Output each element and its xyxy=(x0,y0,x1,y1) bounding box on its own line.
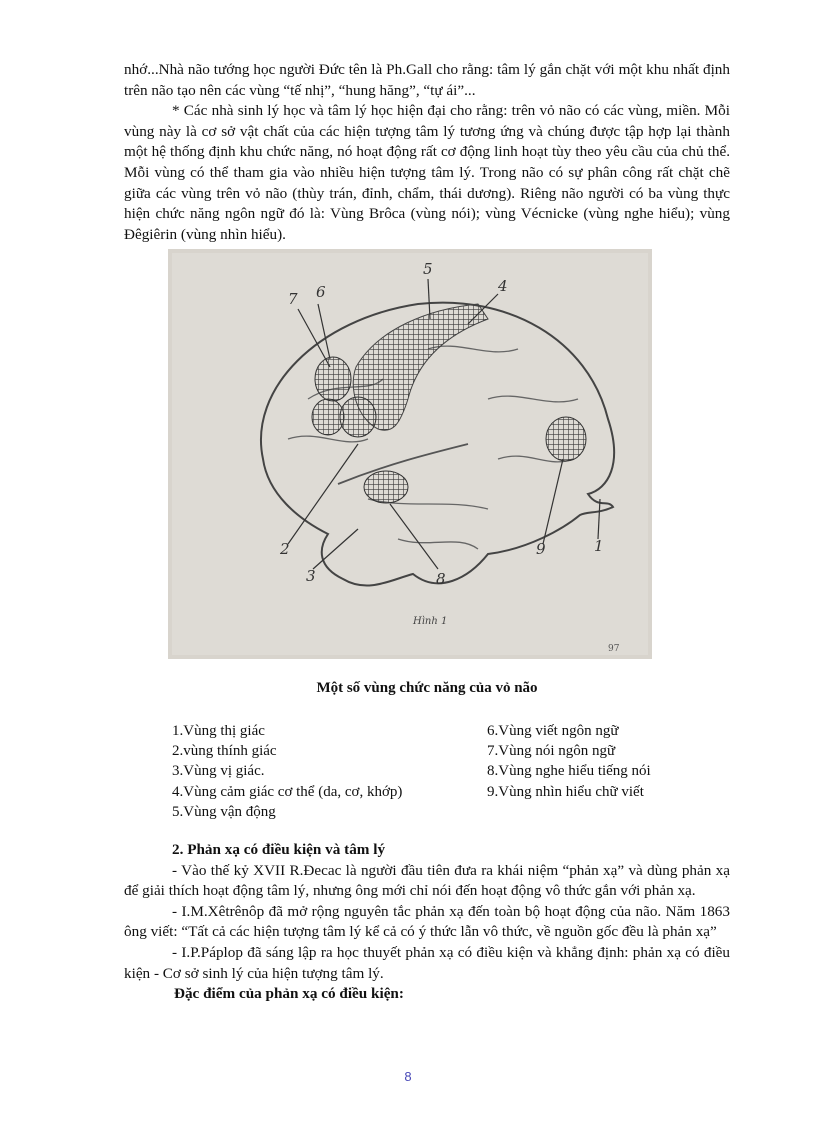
label-8: 8 xyxy=(436,570,446,588)
legend-item: 2.vùng thính giác xyxy=(172,743,277,760)
legend-item: 4.Vùng cảm giác cơ thể (da, cơ, khớp) xyxy=(172,783,403,800)
legend-item: 9.Vùng nhìn hiểu chữ viết xyxy=(487,783,644,800)
label-7: 7 xyxy=(288,290,298,308)
region-8 xyxy=(364,471,408,503)
intro-text xyxy=(124,60,730,245)
label-2: 2 xyxy=(280,540,290,558)
legend-item: 8.Vùng nghe hiểu tiếng nói xyxy=(487,763,651,780)
paragraph: - Vào thế kỷ XVII R.Đecac là người đầu tiên đưa ra khái niệm “phản xạ” và dùng phản xạ để giải thích hoạt động tâm lý, nhưng ông mới chỉ nói đến hoạt động vô thức gắn với phản xạ. xyxy=(124,861,730,900)
section-subheading: Đặc điểm của phản xạ có điều kiện: xyxy=(174,985,404,1003)
section-reflex xyxy=(124,840,730,1005)
legend-item: 1.Vùng thị giác xyxy=(172,723,265,739)
paragraph: - I.P.Páplop đã sáng lập ra học thuyết phản xạ có điều kiện và khẳng định: phản xạ có điều kiện - Cơ sở sinh lý của hiện tượng tâm lý. xyxy=(124,943,730,982)
label-4: 4 xyxy=(498,277,508,295)
label-1: 1 xyxy=(594,537,604,555)
legend-right xyxy=(487,721,707,802)
legend-item: 7.Vùng nói ngôn ngữ xyxy=(487,743,616,760)
paragraph: * Các nhà sinh lý học và tâm lý học hiện đại cho rằng: trên vỏ não có các vùng, miền. Mỗi vùng này là cơ sở vật chất của các hiện tượng tâm lý tương ứng và chúng được tập hợp lại thành một hệ thống định khu chức năng, nó hoạt động rất cơ động linh hoạt tùy theo yêu cầu của chủ thể. Mỗi vùng có thể tham gia vào nhiều hiện tượng tâm lý. Trong não có sự phân công rất chặt chẽ giữa các vùng trên vỏ não (thùy trán, đỉnh, chẩm, thái dương). Riêng não người có ba vùng thực hiện chức năng ngôn ngữ đó là: Vùng Brôca (vùng nói); vùng Vécnicke (vùng nghe hiểu); vùng Đêgiêrin (vùng nhìn hiểu). xyxy=(124,102,730,243)
legend-item: 6.Vùng viết ngôn ngữ xyxy=(487,723,619,739)
region-4 xyxy=(340,397,376,437)
label-5: 5 xyxy=(423,260,433,278)
brain-diagram xyxy=(168,249,652,659)
region-9 xyxy=(546,417,586,461)
region-6 xyxy=(315,357,351,401)
label-6: 6 xyxy=(316,283,326,301)
region-7 xyxy=(312,399,344,435)
brain-figure xyxy=(168,249,652,659)
legend-item: 5.Vùng vận động xyxy=(172,803,276,820)
paragraph: nhớ...Nhà não tướng học người Đức tên là Ph.Gall cho rằng: tâm lý gắn chặt với một khu nhất định trên não tạo nên các vùng “tế nhị”, “hung hăng”, “tự ái”... xyxy=(124,61,730,99)
paragraph: - I.M.Xêtrênôp đã mở rộng nguyên tắc phản xạ đến toàn bộ hoạt động của não. Năm 1863 ông viết: “Tất cả các hiện tượng tâm lý kể cả có ý thức lẫn vô thức, về nguồn gốc đều là phản xạ” xyxy=(124,902,730,941)
legend-item: 3.Vùng vị giác. xyxy=(172,763,265,780)
figure-caption: Một số vùng chức năng của vỏ não xyxy=(316,680,538,696)
figure-corner-mark: 97 xyxy=(608,644,620,654)
figure-inner-caption: Hình 1 xyxy=(413,616,448,627)
label-3: 3 xyxy=(306,567,316,585)
page-number: 8 xyxy=(404,1069,412,1084)
legend-left xyxy=(172,721,472,822)
section-heading: 2. Phản xạ có điều kiện và tâm lý xyxy=(172,841,386,858)
label-9: 9 xyxy=(536,540,546,558)
